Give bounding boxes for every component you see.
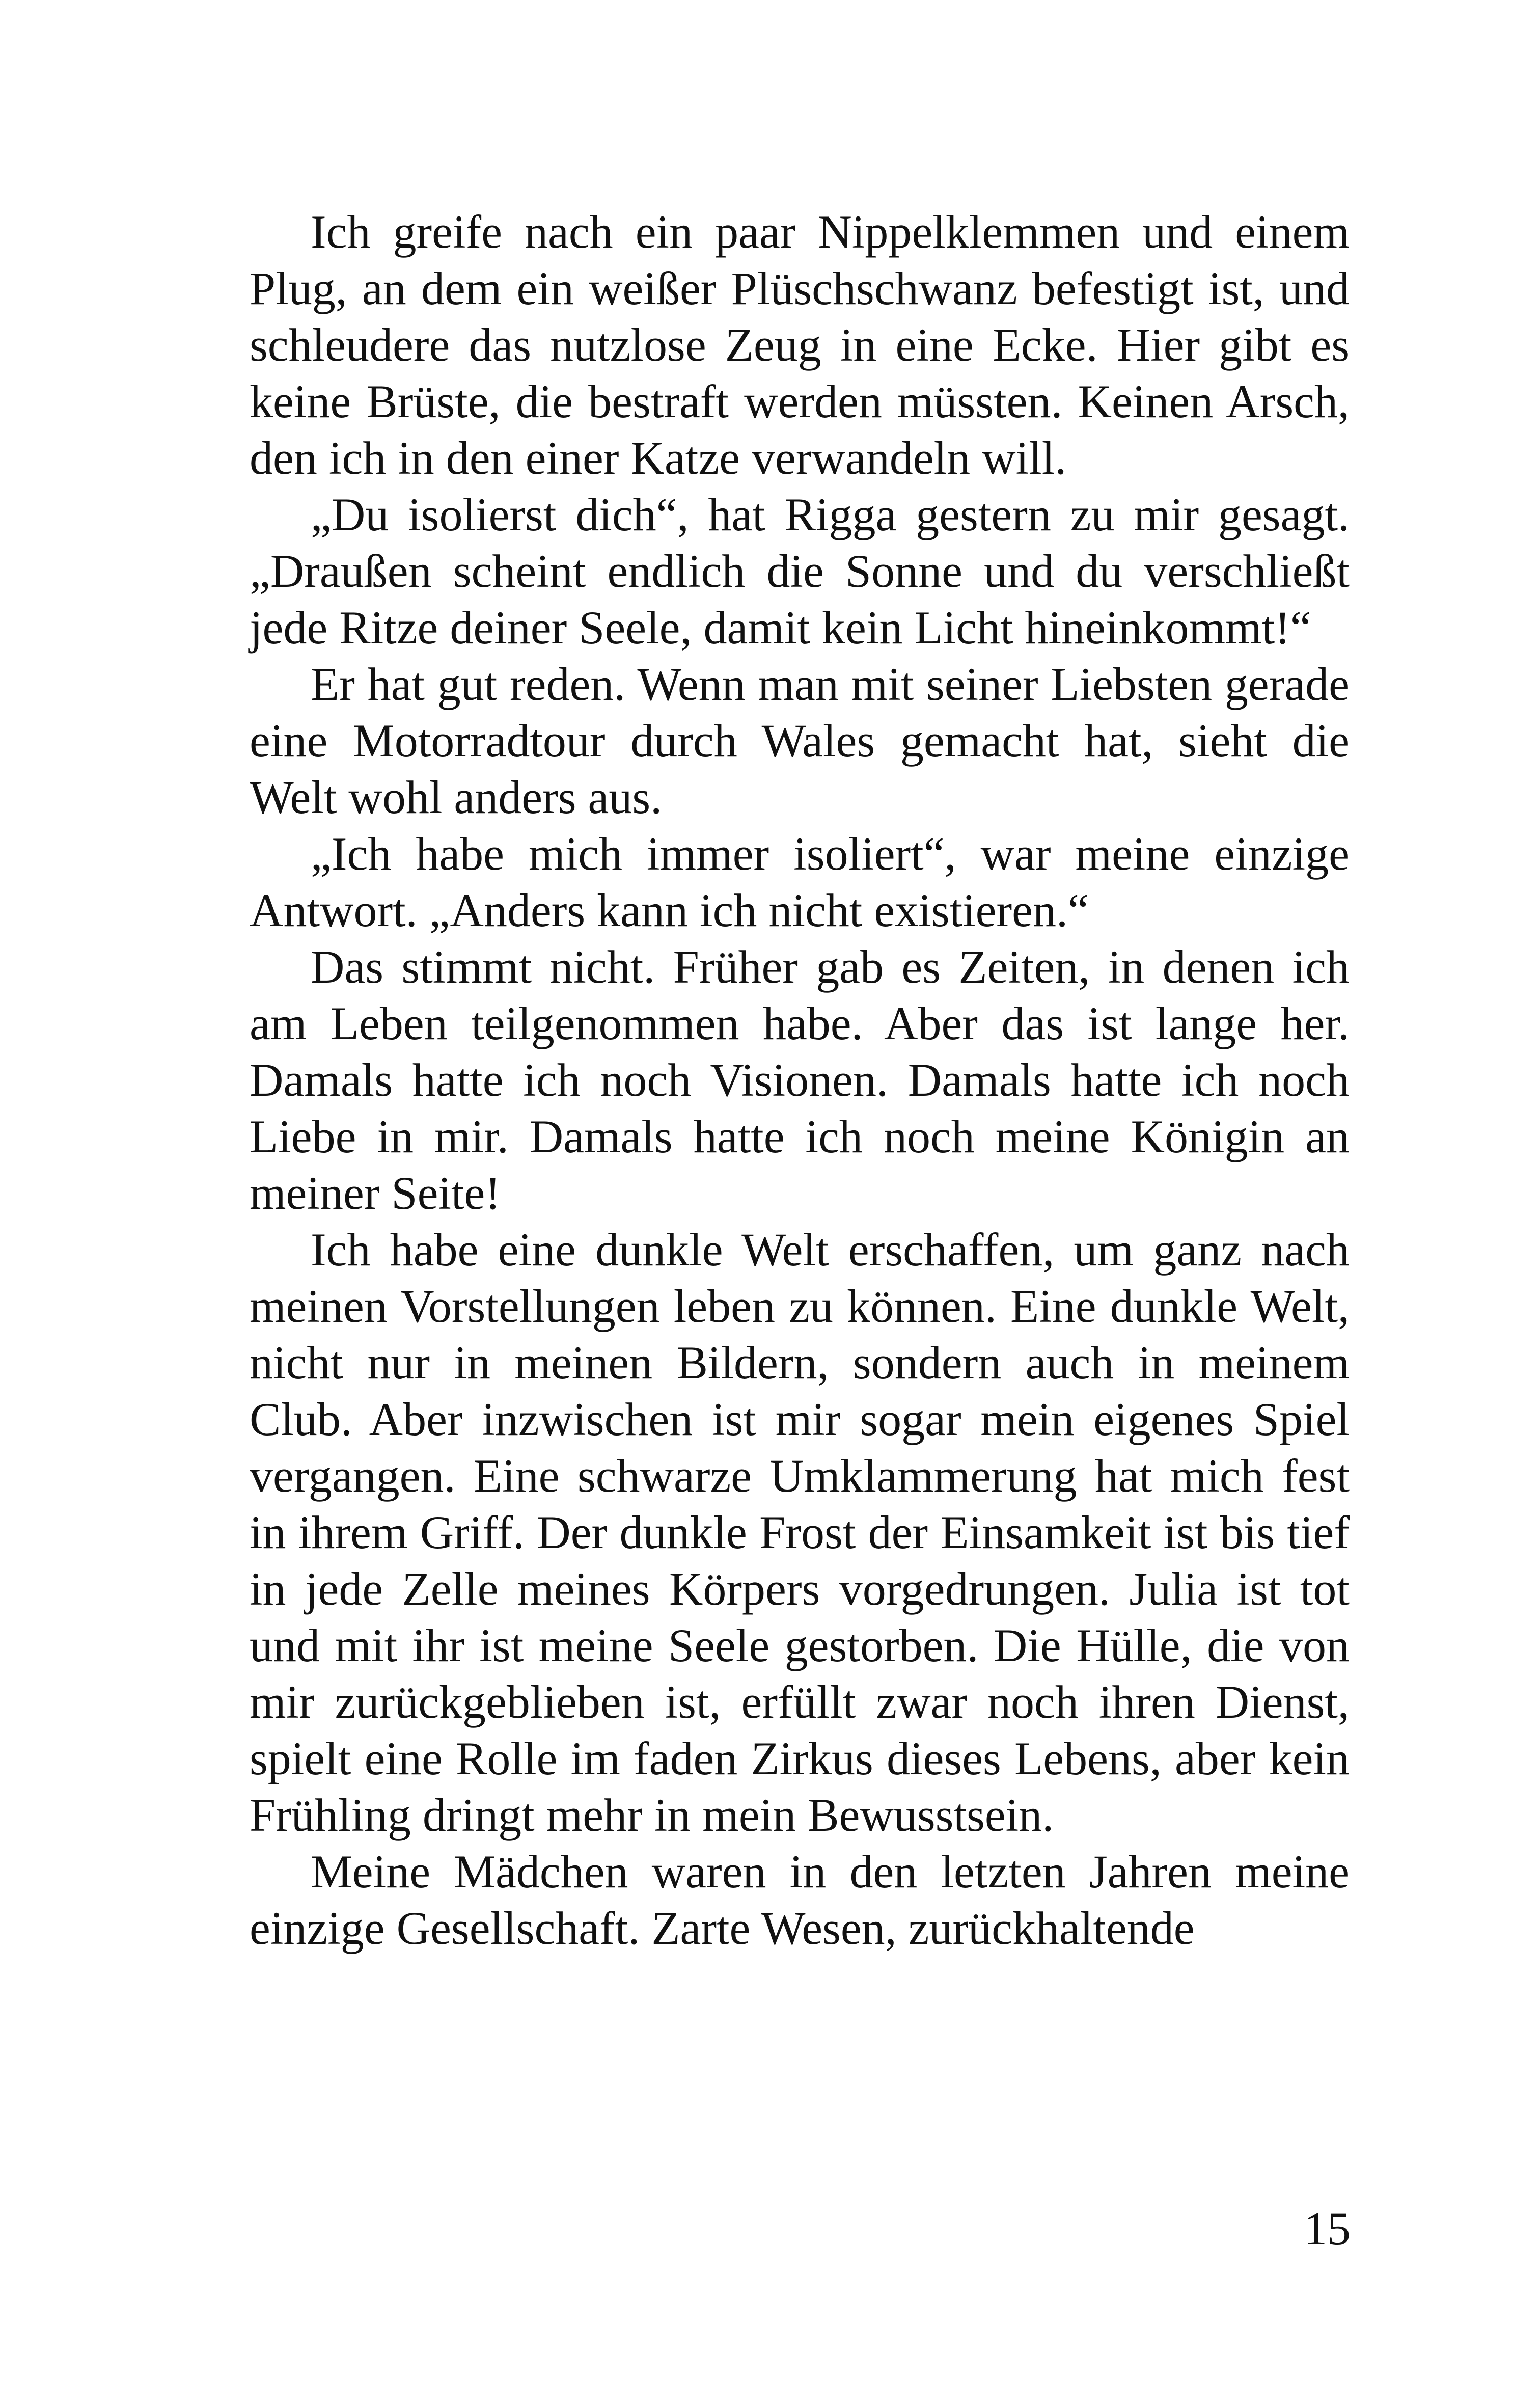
page-number: 15	[1304, 2203, 1351, 2255]
paragraph-6: Ich habe eine dunkle Welt erschaffen, um ganz nach meinen Vorstellungen leben zu können. Eine dunkle Welt, nicht nur in meinen Bildern, sondern auch in meinem Club. Aber inzwischen ist mir sogar mein eigenes Spiel vergangen. Eine schwarze Umklammerung hat mich fest in ihrem Griff. Der dunkle Frost der Einsamkeit ist bis tief in jede Zelle meines Körpers vorgedrungen. Julia ist tot und mit ihr ist meine Seele gestorben. Die Hülle, die von mir zurückgeblieben ist, erfüllt zwar noch ihren Dienst, spielt eine Rolle im faden Zirkus dieses Lebens, aber kein Frühling dringt mehr in mein Bewusstsein.	[250, 1224, 1350, 1841]
paragraph-4: „Ich habe mich immer isoliert“, war meine einzige Antwort. „Anders kann ich nicht existieren.“	[250, 828, 1350, 936]
paragraph-3: Er hat gut reden. Wenn man mit seiner Liebsten gerade eine Motorradtour durch Wales gemacht hat, sieht die Welt wohl anders aus.	[250, 658, 1350, 823]
paragraph-2: „Du isolierst dich“, hat Rigga gestern zu mir gesagt. „Draußen scheint endlich die Sonne und du verschließt jede Ritze deiner Seele, damit kein Licht hineinkommt!“	[250, 489, 1350, 654]
body-text	[250, 204, 1350, 1957]
paragraph-7: Meine Mädchen waren in den letzten Jahren meine einzige Gesellschaft. Zarte Wesen, zurückhaltende	[250, 1846, 1350, 1954]
paragraph-5: Das stimmt nicht. Früher gab es Zeiten, in denen ich am Leben teilgenommen habe. Aber das ist lange her. Damals hatte ich noch Visionen. Damals hatte ich noch Liebe in mir. Damals hatte ich noch meine Königin an meiner Seite!	[250, 941, 1350, 1219]
paragraph-1: Ich greife nach ein paar Nippelklemmen und einem Plug, an dem ein weißer Plüschschwanz befestigt ist, und schleudere das nutzlose Zeug in eine Ecke. Hier gibt es keine Brüste, die bestraft werden müssten. Keinen Arsch, den ich in den einer Katze verwandeln will.	[250, 206, 1350, 484]
